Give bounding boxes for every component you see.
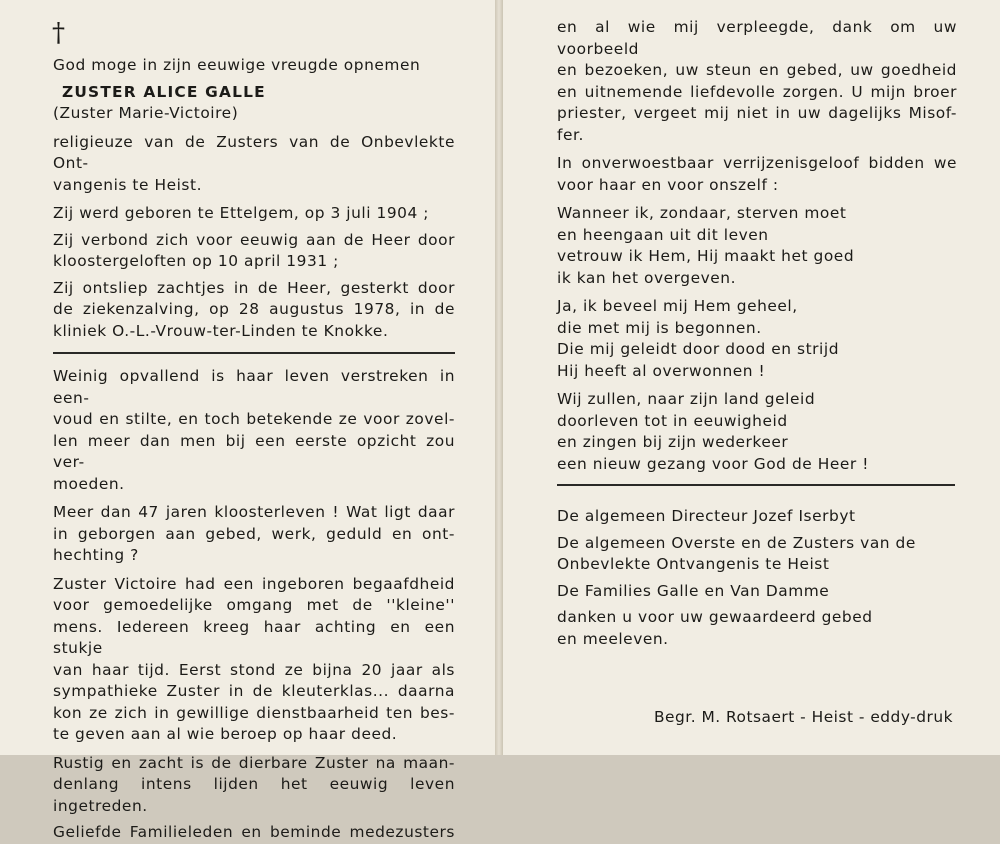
prayer-verse-2: Ja, ik beveel mij Hem geheel, die met mij is begonnen. Die mij geleidt door dood en strijd Hij heeft al overwonnen ! xyxy=(557,297,840,380)
prayer-verse-1: Wanneer ik, zondaar, sterven moet en heengaan uit dit leven vetrouw ik Hem, Hij maakt het goed ik kan het overgeven. xyxy=(557,204,855,287)
right-card-page xyxy=(503,0,1000,755)
intro-text: God moge in zijn eeuwige vreugde opnemen xyxy=(53,56,421,74)
thanks-director: De algemeen Directeur Jozef Iserbyt xyxy=(557,507,856,525)
deceased-name: ZUSTER ALICE GALLE xyxy=(62,82,266,101)
printer-credit: Begr. M. Rotsaert - Heist - eddy-druk xyxy=(653,708,953,726)
cross-icon: † xyxy=(52,18,65,48)
right-column xyxy=(557,17,957,650)
prayer-intro: In onverwoestbaar verrijzenisgeloof bidden we voor haar en voor onszelf : xyxy=(557,154,957,194)
thanks-closing: danken u voor uw gewaardeerd gebed en meeleven. xyxy=(557,608,873,648)
vows-text: Zij verbond zich voor eeuwig aan de Heer door kloostergeloften op 10 april 1931 ; xyxy=(53,230,455,270)
character-paragraph: Zuster Victoire had een ingeboren begaafdheid voor gemoedelijke omgang met de ''kleine'' mens. Iedereen kreeg haar achting en een stukje van haar tijd. Eerst stond ze bijna 20 jaar als sympathieke Zuster in de kleuterklas... daarna kon ze zich in gewillige dienstbaarheid ten bes- te geven aan al wie beroep op haar deed. xyxy=(53,574,455,743)
address-paragraph: Geliefde Familieleden en beminde medezusters xyxy=(53,823,455,841)
life-paragraph: Weinig opvallend is haar leven verstreken in een- voud en stilte, en toch betekende ze voor zovel- len meer dan men bij een eerste opzicht zou ver- moeden. xyxy=(53,367,455,493)
monastic-life-paragraph: Meer dan 47 jaren kloosterleven ! Wat ligt daar in geborgen aan gebed, werk, geduld en ont- hechting ? xyxy=(53,503,455,564)
passing-paragraph: Rustig en zacht is de dierbare Zuster na maan- denlang intens lijden het eeuwig leven ingetreden. xyxy=(53,753,455,815)
death-text: Zij ontsliep zachtjes in de Heer, gesterkt door de ziekenzalving, op 28 augustus 1978, in de kliniek O.-L.-Vrouw-ter-Linden te Knokke. xyxy=(53,278,455,340)
card-fold xyxy=(495,0,503,755)
thanks-sisters: De algemeen Overste en de Zusters van de Onbevlekte Ontvangenis te Heist xyxy=(557,533,916,573)
prayer-verse-3: Wij zullen, naar zijn land geleid doorleven tot in eeuwigheid en zingen bij zijn wederkeer een nieuw gezang voor God de Heer ! xyxy=(557,390,869,473)
birth-text: Zij werd geboren te Ettelgem, op 3 juli 1904 ; xyxy=(53,204,430,222)
divider-line xyxy=(557,484,955,486)
congregation-text: religieuze van de Zusters van de Onbevlekte Ont- vangenis te Heist. xyxy=(53,132,455,194)
religious-name: (Zuster Marie-Victoire) xyxy=(53,104,239,122)
divider-line xyxy=(53,352,455,354)
left-card-page xyxy=(0,0,495,841)
thanks-families: De Families Galle en Van Damme xyxy=(557,581,830,600)
left-column xyxy=(53,55,455,844)
gratitude-paragraph: en al wie mij verpleegde, dank om uw voorbeeld en bezoeken, uw steun en gebed, uw goedheid en uitnemende liefdevolle zorgen. U mijn broer priester, vergeet mij niet in uw dagelijks Misof- fer. xyxy=(557,18,957,144)
